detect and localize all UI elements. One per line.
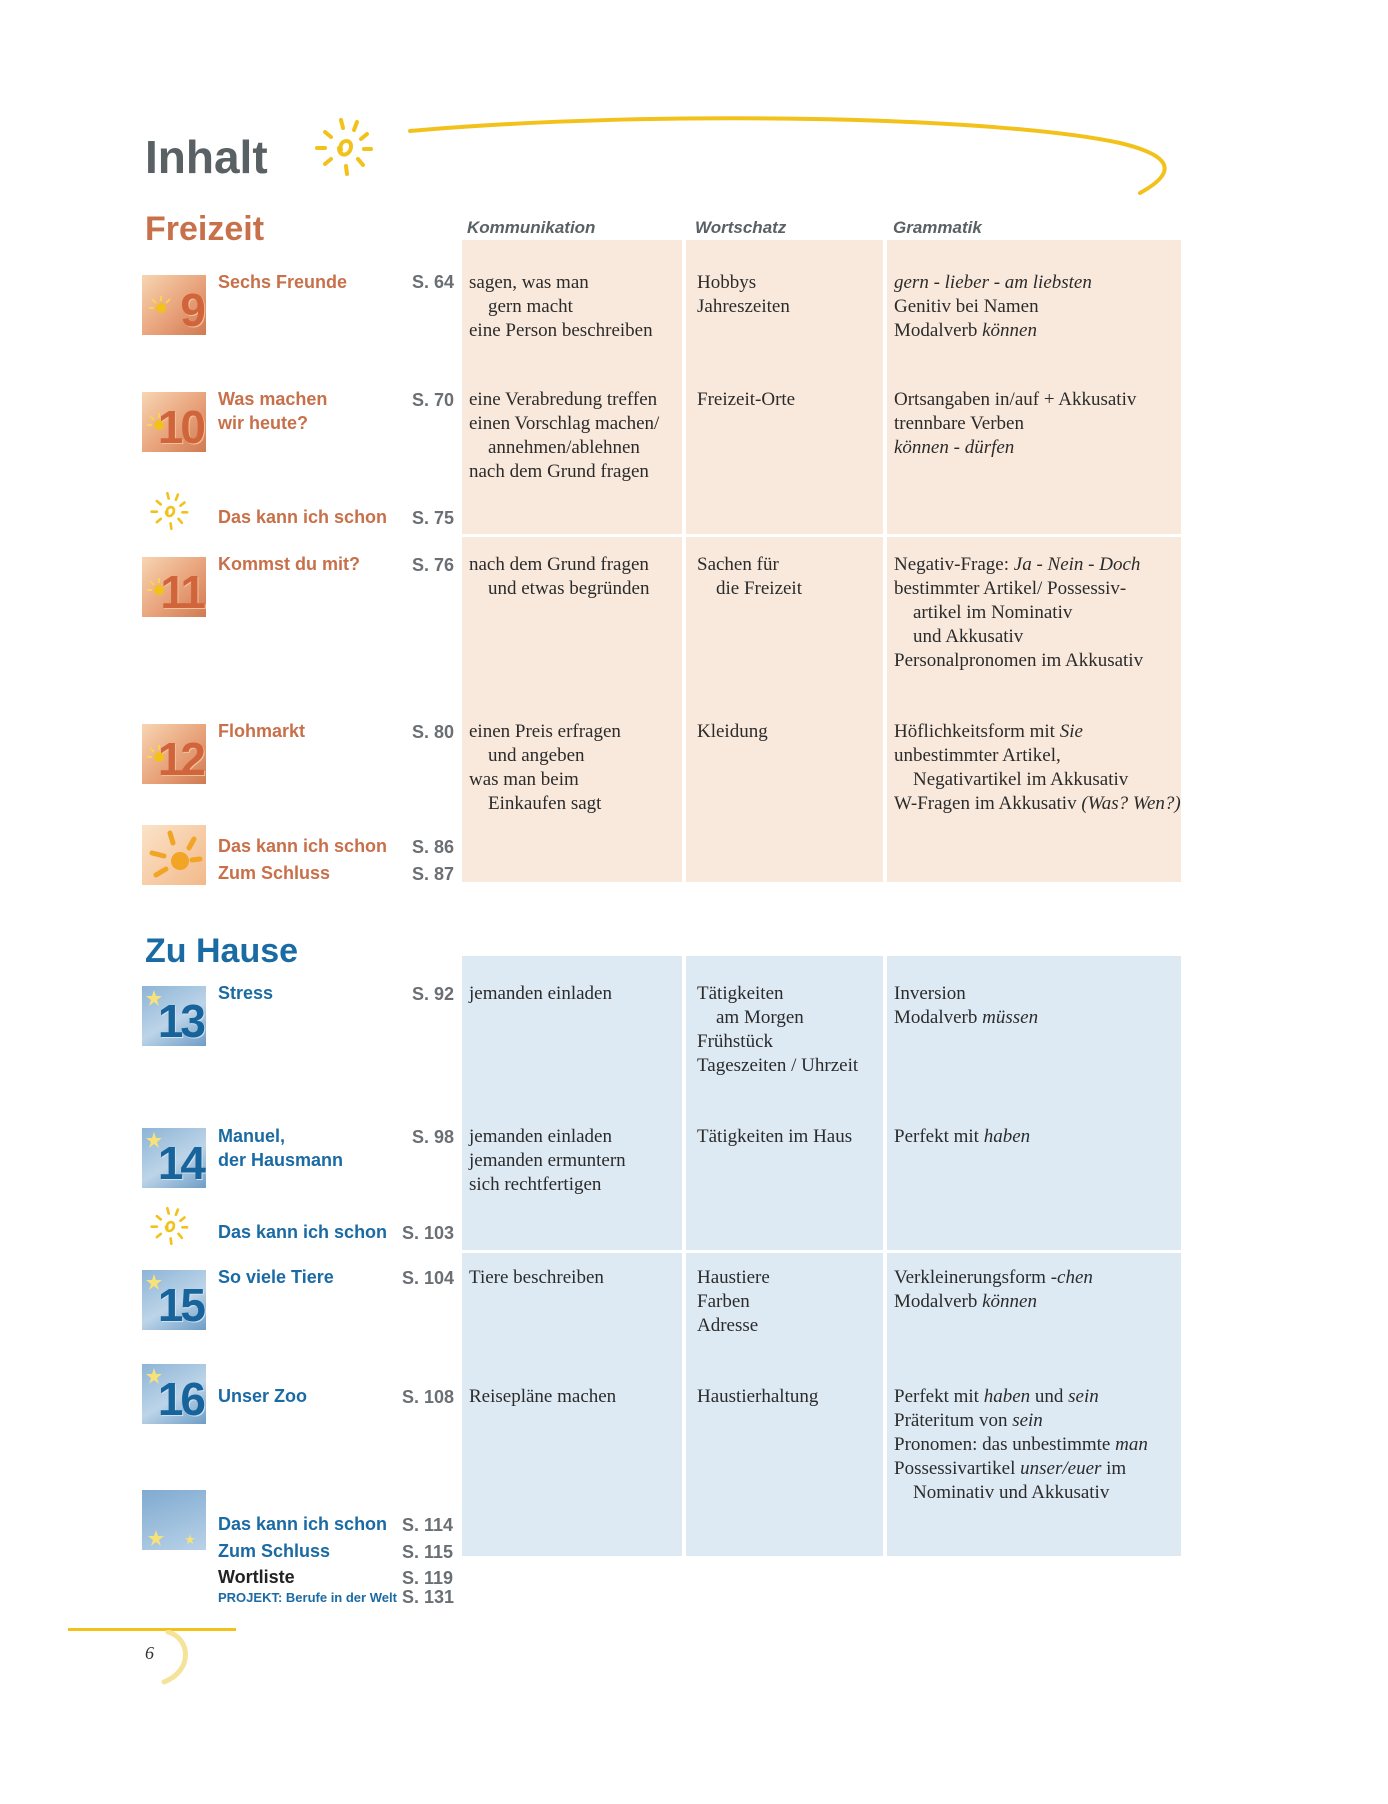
unit-title[interactable] xyxy=(218,387,327,435)
cell-kommunikation: Tiere beschreiben xyxy=(469,1267,604,1288)
page-title: Inhalt xyxy=(145,131,268,183)
sun-icon xyxy=(146,293,176,323)
unit-number: 9 xyxy=(180,284,203,335)
cell-grammatik: Negativ-Frage: Ja - Nein - Doch bestimmter Artikel/ Possessiv- artikel im Nominativ und Akkusativ Personalpronomen im Akkusativ xyxy=(894,554,1144,671)
column-header-grammatik: Grammatik xyxy=(893,218,982,237)
cell-kommunikation: sagen, was man gern macht eine Person beschreiben xyxy=(469,272,653,341)
cell-grammatik: Perfekt mit haben und sein Präteritum von sein Pronomen: das unbestimmte man Possessivartikel unser/euer im Nominativ und Akkusativ xyxy=(894,1386,1148,1503)
unit-title-line: Sechs Freunde xyxy=(218,272,348,292)
cell-wortschatz: Tätigkeiten im Haus xyxy=(697,1126,853,1147)
cell-kommunikation: jemanden einladen jemanden ermuntern sich rechtfertigen xyxy=(469,1126,626,1195)
unit-number: 16 xyxy=(157,1373,203,1424)
unit-title-line: der Hausmann xyxy=(218,1150,344,1170)
unit-badge xyxy=(142,557,206,617)
unit-title[interactable] xyxy=(218,1124,343,1172)
unit-title-line: Stress xyxy=(218,983,274,1003)
unit-title-line: So viele Tiere xyxy=(218,1267,334,1287)
unit-badge xyxy=(142,724,206,784)
unit-title-line: wir heute? xyxy=(218,413,309,433)
unit-number: 13 xyxy=(157,995,203,1046)
projekt-link[interactable]: PROJEKT: Berufe in der Welt xyxy=(218,1590,397,1605)
page-ref: S. 80 xyxy=(412,722,455,742)
page-ref: S. 92 xyxy=(412,984,455,1004)
cell-wortschatz: Hobbys Jahreszeiten xyxy=(697,272,790,317)
unit-number: 11 xyxy=(160,566,203,617)
unit-number: 10 xyxy=(157,401,203,452)
unit-number: 15 xyxy=(157,1279,203,1330)
cell-wortschatz: Sachen für die Freizeit xyxy=(697,554,802,599)
section-heading-zu-hause: Zu Hause xyxy=(145,932,299,970)
unit-badge xyxy=(142,275,206,335)
unit-title-line: Was machen xyxy=(218,389,328,409)
unit-title[interactable] xyxy=(218,552,360,576)
unit-title-line: Kommst du mit? xyxy=(218,554,360,574)
unit-badge xyxy=(142,986,206,1046)
unit-badge xyxy=(142,825,206,885)
das-kann-ich-schon-link[interactable]: Das kann ich schon xyxy=(218,836,388,856)
cell-grammatik: Inversion Modalverb müssen xyxy=(894,983,1039,1028)
das-kann-ich-schon-link[interactable]: Das kann ich schon xyxy=(218,1514,388,1534)
das-kann-ich-schon-link[interactable]: Das kann ich schon xyxy=(218,1222,388,1242)
unit-badge xyxy=(142,1128,206,1188)
unit-title-line: Flohmarkt xyxy=(218,721,306,741)
page-ref: S. 64 xyxy=(412,272,455,292)
unit-number: 12 xyxy=(157,733,203,784)
page-ref: S. 103 xyxy=(402,1223,455,1243)
unit-badge xyxy=(142,1270,206,1330)
sun-icon xyxy=(305,112,385,182)
cell-kommunikation: jemanden einladen xyxy=(469,983,612,1004)
cell-wortschatz: Tätigkeiten am Morgen Frühstück Tageszeiten / Uhrzeit xyxy=(697,983,859,1076)
section-heading-freizeit: Freizeit xyxy=(145,210,265,248)
page-ref: S. 86 xyxy=(412,837,455,857)
zum-schluss-link[interactable]: Zum Schluss xyxy=(218,1541,331,1561)
unit-badge xyxy=(142,1490,206,1550)
unit-title[interactable] xyxy=(218,1265,334,1289)
page-ref: S. 131 xyxy=(402,1587,455,1607)
cell-grammatik: gern - lieber - am liebsten Genitiv bei Namen Modalverb können xyxy=(894,272,1092,341)
page-ref: S. 76 xyxy=(412,555,455,575)
wortliste-link[interactable]: Wortliste xyxy=(218,1567,295,1587)
page-ref: S. 87 xyxy=(412,864,455,884)
header-swoosh-decoration xyxy=(300,105,1200,205)
column-header-wortschatz: Wortschatz xyxy=(695,218,787,237)
moon-icon xyxy=(150,1630,200,1686)
page-ref: S. 75 xyxy=(412,508,455,528)
sun-icon xyxy=(142,1203,198,1249)
page-ref: S. 98 xyxy=(412,1127,455,1147)
column-header-kommunikation: Kommunikation xyxy=(467,218,596,237)
page-ref: S. 108 xyxy=(402,1387,455,1407)
cell-kommunikation: Reisepläne machen xyxy=(469,1386,617,1407)
cell-grammatik: Höflichkeitsform mit Sie unbestimmter Artikel, Negativartikel im Akkusativ W-Fragen im Akkusativ (Was? Wen?) xyxy=(894,721,1181,814)
sun-icon xyxy=(142,825,206,885)
unit-badge xyxy=(142,1364,206,1424)
cell-wortschatz: Haustiere Farben Adresse xyxy=(697,1267,770,1336)
page-number: 6 xyxy=(145,1643,154,1663)
page-ref: S. 104 xyxy=(402,1268,455,1288)
unit-title[interactable] xyxy=(218,719,305,743)
sun-icon xyxy=(142,488,198,534)
cell-grammatik: Verkleinerungsform -chen Modalverb können xyxy=(894,1267,1093,1312)
unit-number: 14 xyxy=(157,1137,203,1188)
cell-kommunikation: nach dem Grund fragen und etwas begründen xyxy=(469,554,650,599)
cell-kommunikation: einen Preis erfragen und angeben was man beim Einkaufen sagt xyxy=(469,721,621,814)
das-kann-ich-schon-link[interactable]: Das kann ich schon xyxy=(218,507,388,527)
star-icon xyxy=(142,1490,206,1550)
cell-wortschatz: Haustierhaltung xyxy=(697,1386,819,1407)
unit-title[interactable] xyxy=(218,270,347,294)
cell-wortschatz: Freizeit-Orte xyxy=(697,389,796,410)
unit-title-line: Unser Zoo xyxy=(218,1386,308,1406)
cell-grammatik: Perfekt mit haben xyxy=(894,1126,1031,1147)
unit-title[interactable] xyxy=(218,981,273,1005)
page-ref: S. 115 xyxy=(402,1542,454,1562)
cell-kommunikation: eine Verabredung treffen einen Vorschlag machen/ annehmen/ablehnen nach dem Grund fragen xyxy=(469,389,660,482)
unit-title-line: Manuel, xyxy=(218,1126,286,1146)
page-ref: S. 70 xyxy=(412,390,455,410)
page-ref: S. 119 xyxy=(402,1568,454,1588)
zum-schluss-link[interactable]: Zum Schluss xyxy=(218,863,331,883)
cell-grammatik: Ortsangaben in/auf + Akkusativ trennbare Verben können - dürfen xyxy=(894,389,1137,458)
page-ref: S. 114 xyxy=(402,1515,454,1535)
cell-wortschatz: Kleidung xyxy=(697,721,768,742)
unit-badge xyxy=(142,392,206,452)
unit-title[interactable] xyxy=(218,1384,307,1408)
